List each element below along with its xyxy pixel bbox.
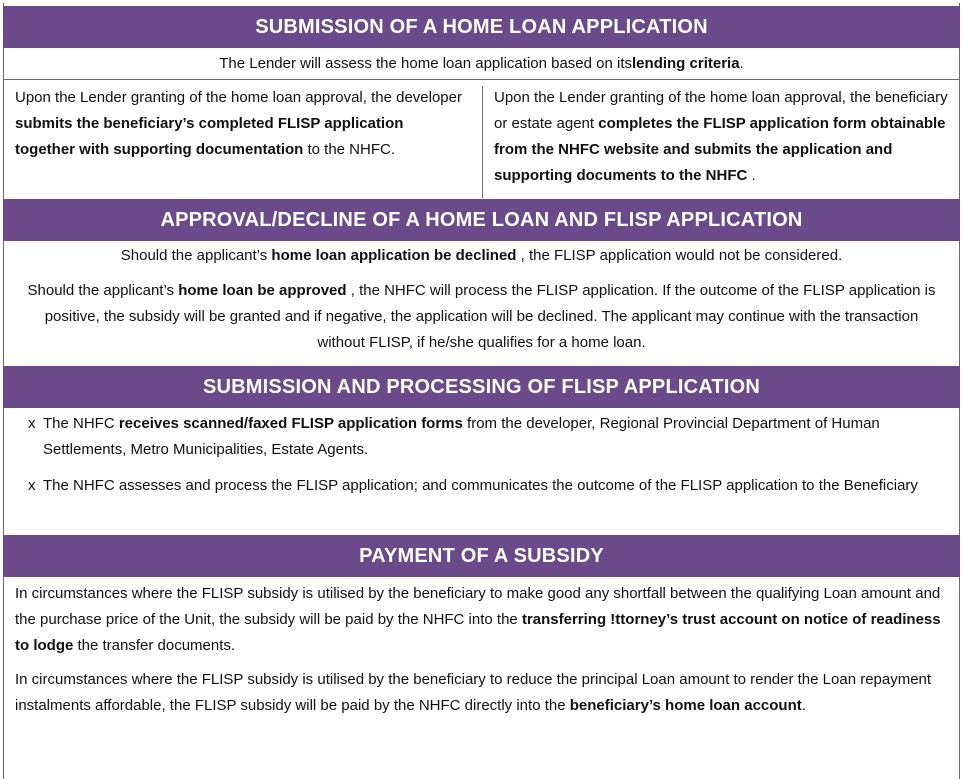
developer-submission-text: Upon the Lender granting of the home loan approval, the developer submits the beneficiary’s completed FLISP application together with supporting documentation to the NHFC. (15, 89, 462, 158)
payment-principal-paragraph: In circumstances where the FLISP subsidy is utilised by the beneficiary to reduce the principal Loan amount to render the Loan repayment instalments affordable, the FLISP subsidy will be paid by the NHFC directly into the beneficiary’s home loan account. (15, 671, 932, 714)
list-item-assesses-application: The NHFC assesses and process the FLISP application; and communicates the outcome of the FLISP application to the Beneficiary (43, 477, 918, 494)
divider (3, 79, 960, 80)
bullet-marker: x (28, 477, 36, 494)
lender-assessment-note: The Lender will assess the home loan application based on itslending criteria. (219, 55, 744, 72)
section-header-payment (3, 535, 960, 577)
list-item-receives-forms: The NHFC receives scanned/faxed FLISP application forms from the developer, Regional Provincial Department of Human Settlements, Metro Municipalities, Estate Agents. (43, 415, 880, 458)
approved-application-note: Should the applicant’s home loan be approved , the NHFC will process the FLISP application. If the outcome of the FLISP application is positive, the subsidy will be granted and if negative, the application will be declined. The applicant may continue with the transaction without FLISP, if he/she qualifies for a home loan. (27, 282, 936, 351)
section-header-submission-home-loan (3, 6, 960, 48)
section-title: PAYMENT OF A SUBSIDY (359, 545, 604, 567)
payment-shortfall-paragraph: In circumstances where the FLISP subsidy is utilised by the beneficiary to make good any shortfall between the qualifying Loan amount and the purchase price of the Unit, the subsidy will be paid by the NHFC into the transferring !ttorney’s trust account on notice of readiness to lodge the transfer documents. (15, 585, 941, 654)
beneficiary-submission-text: Upon the Lender granting of the home loan approval, the beneficiary or estate agent completes the FLISP application form obtainable from the NHFC website and submits the application and supporting documents to the NHFC . (494, 89, 948, 184)
section-title: SUBMISSION AND PROCESSING OF FLISP APPLICATION (202, 376, 761, 398)
section-header-processing (3, 366, 960, 408)
column-divider (482, 86, 483, 198)
bullet-marker: x (28, 415, 36, 432)
section-title: APPROVAL/DECLINE OF A HOME LOAN AND FLISP APPLICATION (160, 209, 803, 231)
section-title: SUBMISSION OF A HOME LOAN APPLICATION (255, 16, 708, 38)
declined-application-note: Should the applicant’s home loan application be declined , the FLISP application would not be considered. (120, 247, 843, 264)
section-header-approval-decline (3, 199, 960, 241)
